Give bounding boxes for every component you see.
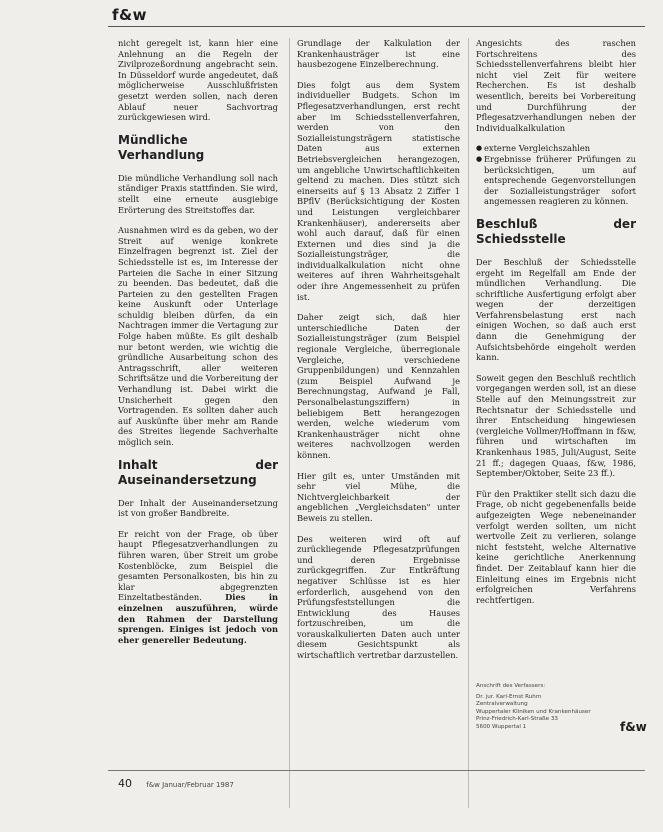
paragraph: Angesichts des raschen Fortschreitens des Schiedsstellenverfahrens bleibt hier nicht viel Zeit für weitere Recherchen. Es ist deshalb wesentlich, bereits bei Vorbereitung und Durchführung der Pflegesatzverhandlungen neben der Individualkalkulation [476,38,636,133]
paragraph: Dies folgt aus dem System individueller Budgets. Schon im Pflegesatzverhandlungen, erst recht aber im Schiedsstellenverfahren, werden von den Sozialleistungsträgern statistische Daten aus externen Betriebsvergleichen herangezogen, um angebliche Unwirtschaftlichkeiten geltend zu machen. Dies stützt sich einerseits auf § 13 Absatz 2 Ziffer 1 BPflV (Berücksichtigung der Kosten und Leistungen vergleichbarer Krankenhäuser), andererseits aber wohl auch darauf, daß für einen Externen und dies sind ja die Sozialleistungsträger, die individualkalkulation nicht ohne weiteres auf ihren Wahrheitsgehalt oder ihre Angemessenheit zu prüfen ist. [297,79,460,302]
paragraph: Der Beschluß der Schiedsstelle ergeht im Regelfall am Ende der mündlichen Verhandlung. Die schriftliche Ausfertigung erfolgt aber wegen der derzeitigen Verfahrensbelastung erst nach einigen Wochen, so daß auch erst dann die Genehmigung der Aufsichtsbehörde eingeholt werden kann. [476,256,636,363]
paragraph-text: Er reicht von der Frage, ob über haupt Pflegesatzverhandlungen zu führen waren, über Streit um grobe Kostenblöcke, zum Beispiel die gesamten Personalkosten, bis hin zu klar abgegrenzten Einzeltatbeständen. [118,528,278,603]
section-heading: Inhalt der Auseinandersetzung [118,457,278,487]
column-2 [297,38,460,671]
paragraph: Ausnahmen wird es da geben, wo der Streit auf wenige konkrete Einzelfragen begrenzt ist. Ziel der Schiedsstelle ist es, im Interesse der Parteien die Sache in einer Sitzung zu beenden. Das bedeutet, daß die Parteien zu den gestellten Fragen keine Auskunft oder Unterlage schuldig bleiben dürfen, da ein Nachtragen immer die Vertagung zur Folge haben müßte. Es gilt deshalb nur betont werden, wie wichtig die gründliche Ausarbeitung schon des Antragsschrift, aller weiteren Schriftsätze und die Vorbereitung der Verhandlung ist. Dabei wirkt die Unsicherheit gegen den Vortragenden. Es sollten daher auch auf Auskünfte über mehr am Rande des Streites liegende Sachverhalte möglich sein. [118,225,278,447]
header-rule [108,26,645,27]
paragraph: Der Inhalt der Auseinandersetzung ist von großer Bandbreite. [118,497,278,519]
bullet-item: ● Ergebnisse früherer Prüfungen zu berücksichtigen, um auf entsprechende Gegenvorstellungen der Sozialleistungsträger sofort angemessen reagieren zu können. [476,154,636,207]
journal-logo: f&w [112,6,147,24]
author-line: Prinz-Friedrich-Karl-Straße 33 [476,716,558,723]
section-heading: Beschluß der Schiedsstelle [476,216,636,246]
author-line: Zentralverwaltung [476,701,528,708]
paragraph: Hier gilt es, unter Umständen mit sehr viel Mühe, die Nichtvergleichbarkeit der angeblichen „Vergleichsdaten" unter Beweis zu stellen. [297,470,460,523]
bullet-item: ● externe Vergleichszahlen [476,143,636,154]
paragraph: Soweit gegen den Beschluß rechtlich vorgegangen werden soll, ist an diese Stelle auf den Meinungsstreit zur Rechtsnatur der Schiedsstelle und ihrer Entscheidung hingewiesen (vergleiche Vollmer/Hoffmann in f&w, führen und wirtschaften im Krankenhaus 1985, Juli/August, Seite 21 ff.; dagegen Quaas, f&w, 1986, September/Oktober, Seite 23 ff.). [476,372,636,479]
paragraph: Die mündliche Verhandlung soll nach ständiger Praxis stattfinden. Sie wird, stellt eine erneute ausgiebige Erörterung des Streitstoffes dar. [118,172,278,215]
journal-logo-small: f&w [620,720,647,734]
footer-text: f&w Januar/Februar 1987 [146,781,234,789]
author-line: 5600 Wuppertal 1 [476,723,527,730]
section-heading: Mündliche Verhandlung [118,132,205,162]
column-separator [468,38,469,808]
bullet-list [476,143,636,207]
author-label: Anschrift des Verfassers: [476,683,546,689]
author-line: Dr. jur. Karl-Ernst Ruhm [476,693,542,700]
paragraph: Grundlage der Kalkulation der Krankenhausträger ist eine hausbezogene Einzelberechnung. [297,38,460,70]
paragraph: Für den Praktiker stellt sich dazu die Frage, ob nicht gegebenenfalls beide aufgezeigten Wege nebeneinander verfolgt werden sollten, um nicht wertvolle Zeit zu verlieren, solange nicht feststeht, welche Alternative keine gerichtliche Anerkennung findet. Der Zeitablauf kann hier die Einleitung eines im Ergebnis nicht erfolgreichen Verfahrens rechtfertigen. [476,488,636,605]
paragraph [118,529,278,646]
author-line: Wuppertaler Kliniken und Krankenhäuser [476,708,591,715]
paragraph: Daher zeigt sich, daß hier unterschiedliche Daten der Sozialleistungsträger (zum Beispiel regionale Vergleiche, überregionale Vergleiche, verschiedene Gruppenbildungen) und Kennzahlen (zum Beispiel Aufwand je Berechnungstag, Aufwand je Fall, Personalbelastungsziffern) in beliebigem Bett herangezogen werden, welche wiederum vom Krankenhausträger nicht ohne weiteres nachvollzogen werden können. [297,312,460,460]
paragraph-bold-text: Dies in einzelnen auszuführen, würde den Rahmen der Darstellung sprengen. Einiges ist jedoch von eher genereller Bedeutung. [118,592,279,645]
column-1 [118,38,278,655]
author-address [476,683,616,732]
page-footer [118,777,234,790]
paragraph: Des weiteren wird oft auf zurückliegende Pflegesatzprüfungen und deren Ergebnisse zurückgegriffen. Zur Entkräftung negativer Schlüsse ist es hier erforderlich, ausgehend von den Prüfungsfeststellungen die Entwicklung des Hauses fortzuschreiben, um die vorauskalkulierten Daten auch unter diesem Gesichtspunkt als wirtschaftlich vertretbar darzustellen. [297,533,460,661]
paragraph: nicht geregelt ist, kann hier eine Anlehnung an die Regeln der Zivilprozeßordnung angebracht sein. In Düsseldorf wurde angedeutet, daß möglicherweise Ausschlußfristen gesetzt werden sollen, nach deren Ablauf neuer Sachvortrag zurückgewiesen wird. [118,38,278,123]
column-separator [289,38,290,808]
column-3 [476,38,636,615]
footer-rule [108,770,645,771]
page-header [0,0,663,32]
page-number: 40 [118,777,132,790]
